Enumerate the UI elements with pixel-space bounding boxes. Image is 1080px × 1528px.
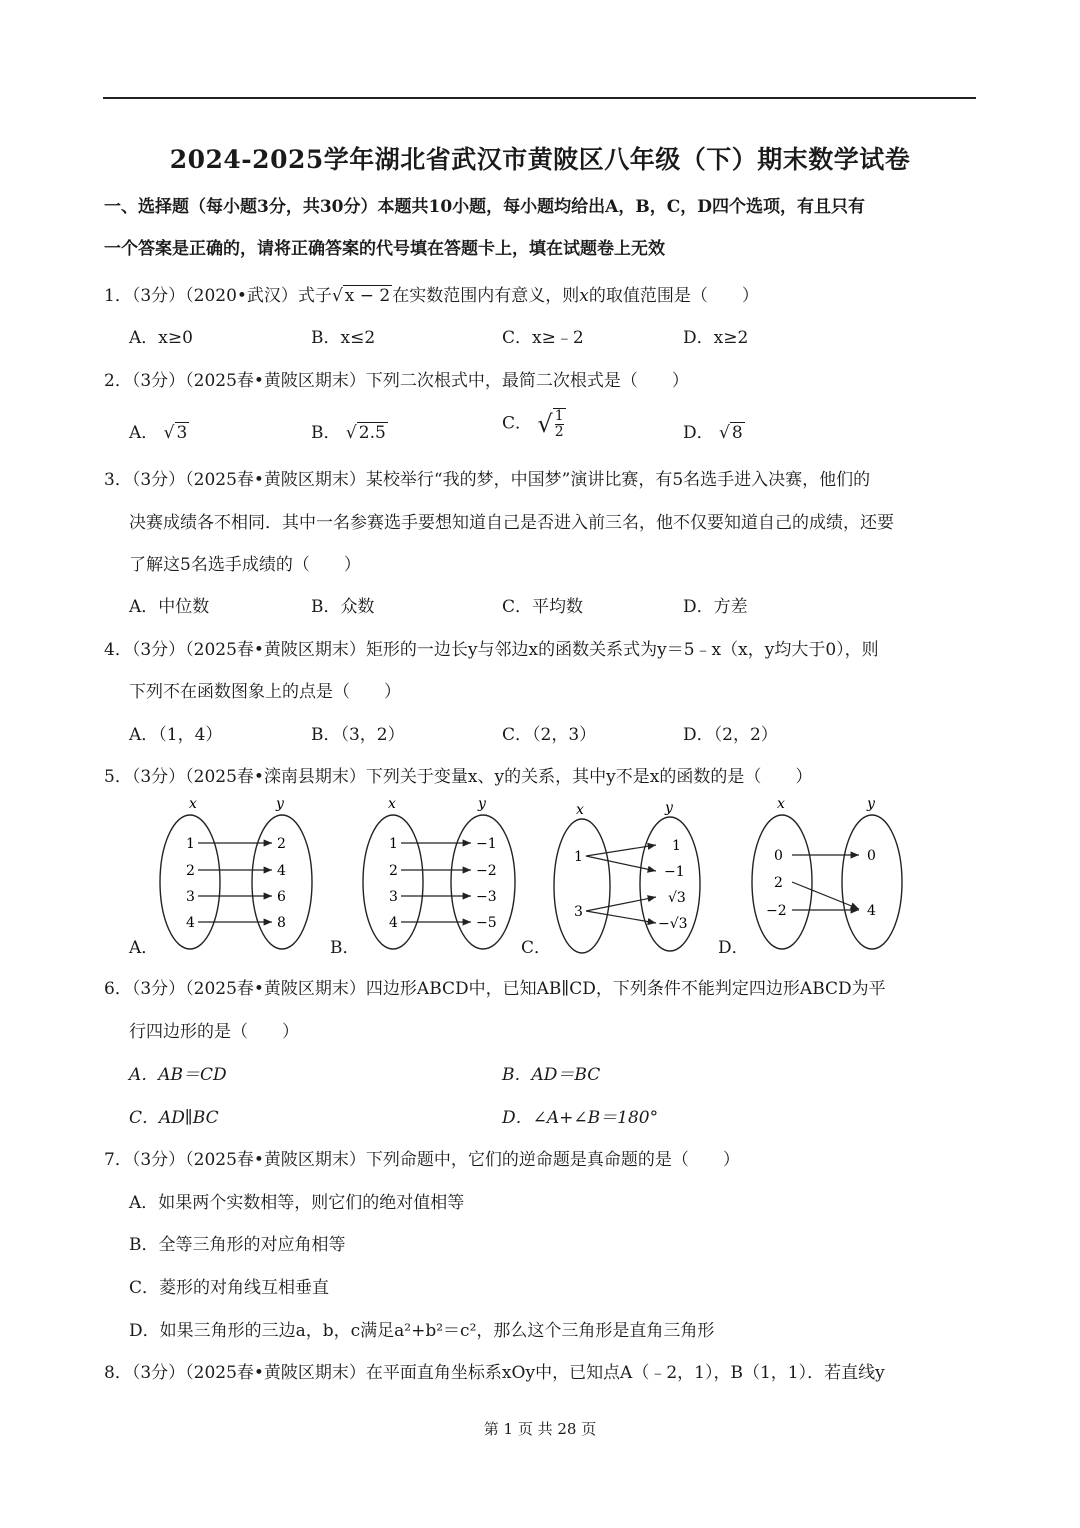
domain-value: 4 xyxy=(389,915,398,931)
question-3-stem-line3: 了解这5名选手成绩的（ ） xyxy=(129,555,361,575)
question-3-stem-line1: 3．（3分）（2025春•黄陂区期末）某校举行“我的梦，中国梦”演讲比赛，有5名选手进入决赛，他们的 xyxy=(104,470,871,490)
question-2-option-b: B． √ 2.5 xyxy=(311,423,386,443)
question-4-option-d: D．（2，2） xyxy=(683,725,778,745)
question-2-option-c: C． √ $\frac{1}{2}$ xyxy=(502,408,564,440)
mapping-diagram-d xyxy=(750,792,910,961)
mapping-diagram-d-svg xyxy=(750,792,910,957)
question-6-stem-line2: 行四边形的是（ ） xyxy=(129,1022,299,1042)
mapping-arrow xyxy=(586,897,656,911)
question-2-stem: 2．（3分）（2025春•黄陂区期末）下列二次根式中，最简二次根式是（ ） xyxy=(104,371,689,391)
mapping-diagram-a-svg xyxy=(158,792,318,957)
question-5-stem: 5．（3分）（2025春•滦南县期末）下列关于变量x、y的关系，其中y不是x的函数的是（ ） xyxy=(104,767,813,787)
question-6-stem-line1: 6．（3分）（2025春•黄陂区期末）四边形ABCD中，已知AB∥CD，下列条件不能判定四边形ABCD为平 xyxy=(104,979,886,999)
question-2-option-a: A． √ 3 xyxy=(129,423,188,443)
x-label: x xyxy=(576,802,584,818)
domain-value: 3 xyxy=(389,889,398,905)
domain-value: 4 xyxy=(186,915,195,931)
y-label: y xyxy=(867,796,875,812)
range-value: 2 xyxy=(277,836,286,852)
domain-value: −2 xyxy=(766,903,787,919)
domain-value: 1 xyxy=(389,836,398,852)
question-6-option-c: C．AD∥BC xyxy=(129,1108,219,1128)
range-value: −2 xyxy=(476,863,497,879)
mapping-diagram-c-svg xyxy=(552,798,712,958)
question-3-option-c: C．平均数 xyxy=(502,597,584,617)
mapping-arrow xyxy=(586,856,656,871)
domain-value: 1 xyxy=(574,849,583,865)
question-1-option-c: C．x≥﹣2 xyxy=(502,328,584,348)
range-value: −5 xyxy=(476,915,497,931)
question-3-option-b: B．众数 xyxy=(311,597,375,617)
question-1-option-b: B．x≤2 xyxy=(311,328,376,348)
question-7-option-b: B．全等三角形的对应角相等 xyxy=(129,1235,346,1255)
x-label: x xyxy=(189,796,197,812)
x-label: x xyxy=(777,796,785,812)
section-heading xyxy=(104,186,984,270)
domain-value: 2 xyxy=(389,863,398,879)
mapping-arrow xyxy=(792,882,859,909)
question-5-option-b: B． xyxy=(330,938,360,958)
y-label: y xyxy=(665,800,673,816)
question-7-stem: 7．（3分）（2025春•黄陂区期末）下列命题中，它们的逆命题是真命题的是（ ） xyxy=(104,1150,740,1170)
question-5-option-c: C． xyxy=(521,938,552,958)
question-3-stem-line2: 决赛成绩各不相同．其中一名参赛选手要想知道自己是否进入前三名，他不仅要知道自己的成绩，还要 xyxy=(129,513,894,533)
range-value: 4 xyxy=(867,903,876,919)
question-1-option-a: A．x≥0 xyxy=(129,328,193,348)
mapping-diagram-b xyxy=(361,792,531,961)
mapping-diagram-a xyxy=(158,792,318,961)
mapping-diagram-c xyxy=(552,798,712,962)
range-value: 8 xyxy=(277,915,286,931)
question-4-stem-line1: 4．（3分）（2025春•黄陂区期末）矩形的一边长y与邻边x的函数关系式为y＝5﹣x（x，y均大于0），则 xyxy=(104,640,879,660)
range-value: 6 xyxy=(277,889,286,905)
domain-ellipse xyxy=(554,819,610,953)
range-value: 4 xyxy=(277,863,286,879)
y-label: y xyxy=(478,796,486,812)
question-5-option-a: A． xyxy=(129,938,159,958)
question-7-option-c: C．菱形的对角线互相垂直 xyxy=(129,1278,330,1298)
fraction: $\frac{1}{2}$ xyxy=(554,408,564,440)
range-ellipse xyxy=(842,815,902,949)
range-value: 0 xyxy=(867,848,876,864)
question-4-option-b: B．（3，2） xyxy=(311,725,405,745)
question-6-option-d: D．∠A+∠B＝180° xyxy=(502,1108,659,1128)
domain-value: 3 xyxy=(574,904,583,920)
question-1-option-d: D．x≥2 xyxy=(683,328,749,348)
question-4-option-a: A．（1，4） xyxy=(129,725,223,745)
page-title: 2024-2025学年湖北省武汉市黄陂区八年级（下）期末数学试卷 xyxy=(169,145,911,174)
question-3-option-d: D．方差 xyxy=(683,597,748,617)
mapping-arrow xyxy=(586,845,656,856)
range-value: −1 xyxy=(664,864,685,880)
question-4-option-c: C．（2，3） xyxy=(502,725,597,745)
range-value: −√3 xyxy=(658,916,688,932)
mapping-diagram-b-svg xyxy=(361,792,531,957)
sqrt-expression: √ x − 2 xyxy=(331,286,391,306)
x-label: x xyxy=(388,796,396,812)
section-heading-line1: 一、选择题（每小题3分，共30分）本题共10小题，每小题均给出A，B，C，D四个选项，有且只有 xyxy=(104,197,865,217)
section-heading-line2: 一个答案是正确的，请将正确答案的代号填在答题卡上，填在试题卷上无效 xyxy=(104,239,665,259)
question-6-option-b: B．AD＝BC xyxy=(502,1065,601,1085)
question-6-option-a: A．AB＝CD xyxy=(129,1065,227,1085)
domain-value: 3 xyxy=(186,889,195,905)
domain-value: 2 xyxy=(774,875,783,891)
question-8-stem: 8．（3分）（2025春•黄陂区期末）在平面直角坐标系xOy中，已知点A（﹣2，1），B（1，1）．若直线y xyxy=(104,1363,885,1383)
question-7-option-a: A．如果两个实数相等，则它们的绝对值相等 xyxy=(129,1193,465,1213)
question-5-option-d: D． xyxy=(718,938,749,958)
domain-value: 2 xyxy=(186,863,195,879)
range-value: −1 xyxy=(476,836,497,852)
range-value: 1 xyxy=(672,838,681,854)
range-value: −3 xyxy=(476,889,497,905)
question-4-stem-line2: 下列不在函数图象上的点是（ ） xyxy=(129,682,401,702)
question-1-stem: 1．（3分）（2020•武汉）式子√ x − 2 在实数范围内有意义，则x的取值范围是（ ） xyxy=(104,286,759,306)
domain-value: 0 xyxy=(774,848,783,864)
question-3-option-a: A．中位数 xyxy=(129,597,210,617)
header-rule xyxy=(103,97,976,99)
y-label: y xyxy=(276,796,284,812)
domain-value: 1 xyxy=(186,836,195,852)
mapping-arrow xyxy=(586,911,656,923)
question-2-option-d: D． √ 8 xyxy=(683,423,743,443)
question-7-option-d: D．如果三角形的三边a，b，c满足a²+b²＝c²，那么这个三角形是直角三角形 xyxy=(129,1321,715,1341)
range-value: √3 xyxy=(668,890,686,906)
page-footer: 第 1 页 共 28 页 xyxy=(483,1420,597,1438)
